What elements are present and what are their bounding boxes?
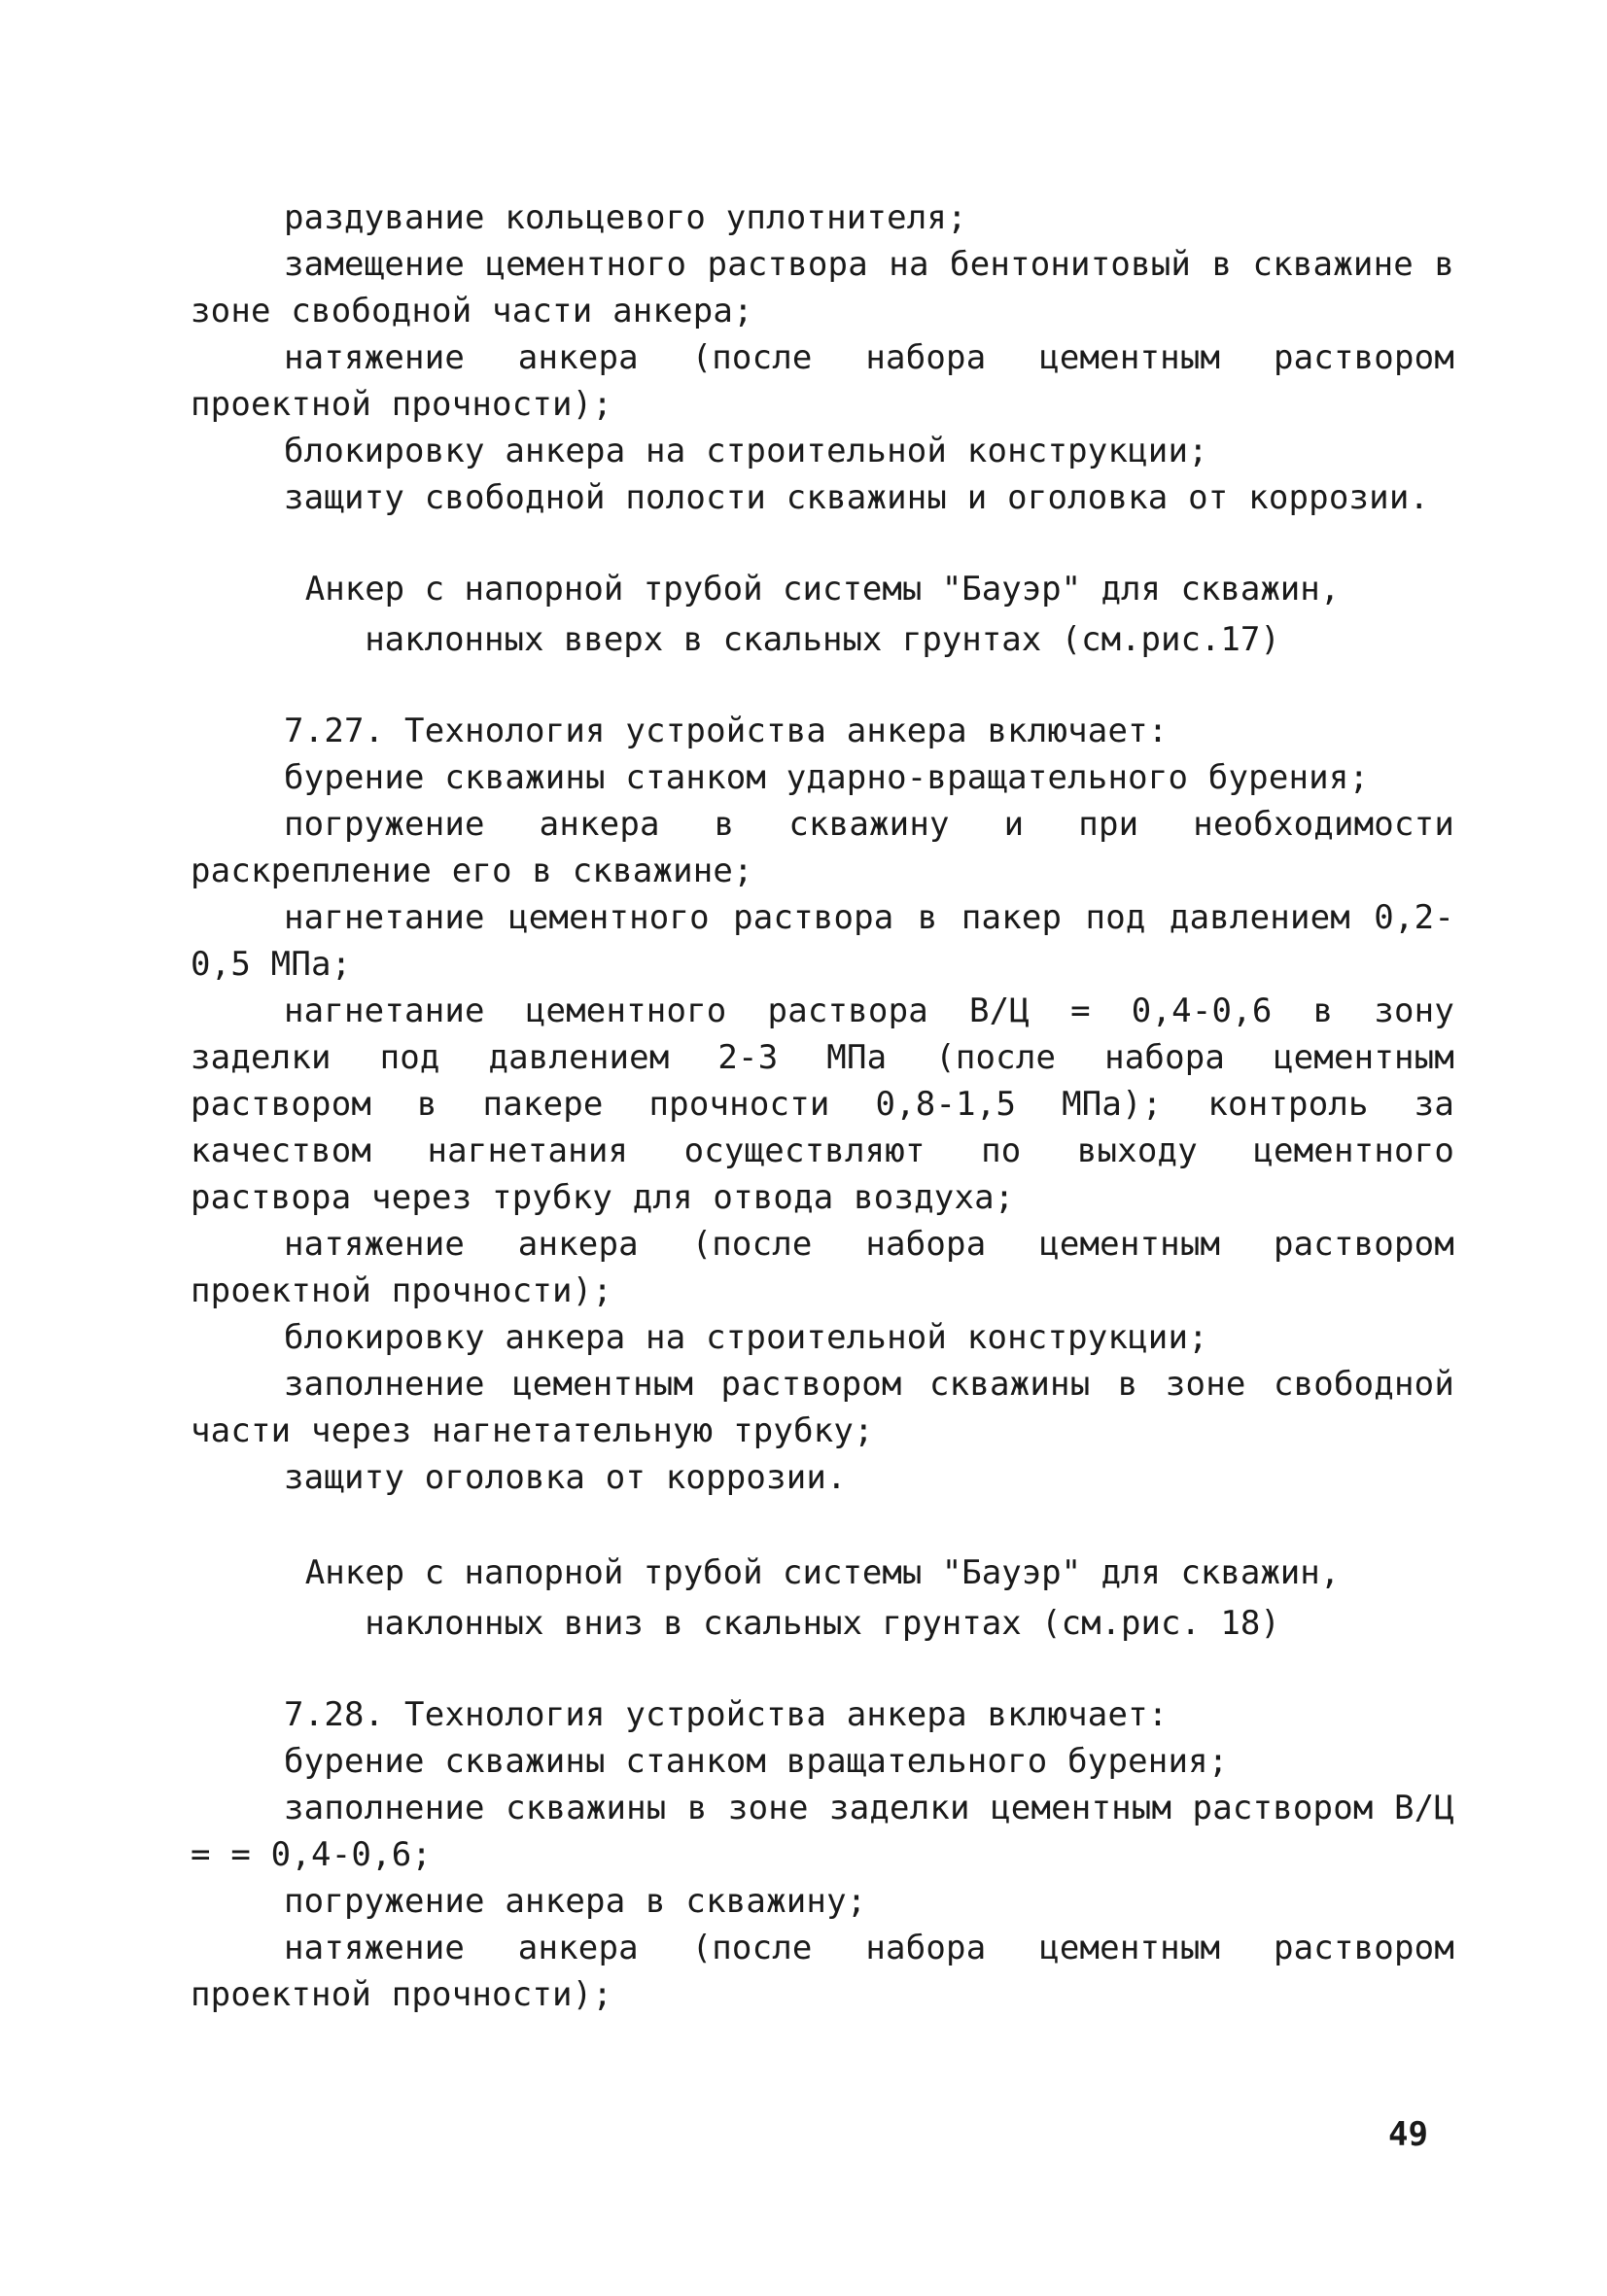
list-item: блокировку анкера на строительной конструкции; — [284, 1318, 1208, 1357]
section-intro: 7.27. Технология устройства анкера включает: — [284, 712, 1169, 750]
list-item: натяжение анкера (после набора цементным раствором проектной прочности); — [191, 1225, 1454, 1310]
paragraph-block-2 — [191, 708, 1454, 1501]
heading-line: Анкер с напорной трубой системы "Бауэр" для скважин, — [304, 1553, 1341, 1592]
list-item: погружение анкера в скважину и при необходимости раскрепление его в скважине; — [191, 805, 1454, 890]
list-item: раздувание кольцевого уплотнителя; — [284, 198, 967, 237]
list-item: нагнетание цементного раствора в пакер под давлением 0,2-0,5 МПа; — [191, 898, 1454, 984]
page-number: 49 — [1388, 2115, 1428, 2154]
list-item: заполнение цементным раствором скважины в зоне свободной части через нагнетательную трубку; — [191, 1365, 1454, 1450]
heading-line: Анкер с напорной трубой системы "Бауэр" для скважин, — [304, 570, 1341, 609]
list-item: защиту оголовка от коррозии. — [284, 1458, 847, 1497]
list-item: бурение скважины станком ударно-вращательного бурения; — [284, 758, 1370, 797]
heading-line: наклонных вверх в скальных грунтах (см.рис.17) — [365, 620, 1280, 659]
list-item: натяжение анкера (после набора цементным раствором проектной прочности); — [191, 1929, 1454, 2014]
section-heading-2 — [191, 1548, 1454, 1649]
heading-line: наклонных вниз в скальных грунтах (см.рис. 18) — [365, 1604, 1280, 1643]
list-item: погружение анкера в скважину; — [284, 1882, 867, 1921]
section-heading-1 — [191, 564, 1454, 665]
list-item: натяжение анкера (после набора цементным раствором проектной прочности); — [191, 338, 1454, 424]
paragraph-block-1 — [191, 194, 1454, 521]
list-item: блокировку анкера на строительной конструкции; — [284, 432, 1208, 470]
list-item: замещение цементного раствора на бентонитовый в скважине в зоне свободной части анкера; — [191, 245, 1454, 330]
paragraph-block-3 — [191, 1691, 1454, 2018]
section-intro: 7.28. Технология устройства анкера включает: — [284, 1695, 1169, 1734]
list-item: защиту свободной полости скважины и оголовка от коррозии. — [284, 478, 1430, 517]
list-item: заполнение скважины в зоне заделки цементным раствором В/Ц = = 0,4-0,6; — [191, 1789, 1454, 1874]
list-item: нагнетание цементного раствора В/Ц = 0,4-0,6 в зону заделки под давлением 2-3 МПа (после набора цементным раствором в пакере прочности 0,8-1,5 МПа); контроль за качеством нагнетания осуществляют по выходу цементного раствора через трубку для отвода воздуха; — [191, 991, 1454, 1217]
list-item: бурение скважины станком вращательного бурения; — [284, 1742, 1229, 1781]
